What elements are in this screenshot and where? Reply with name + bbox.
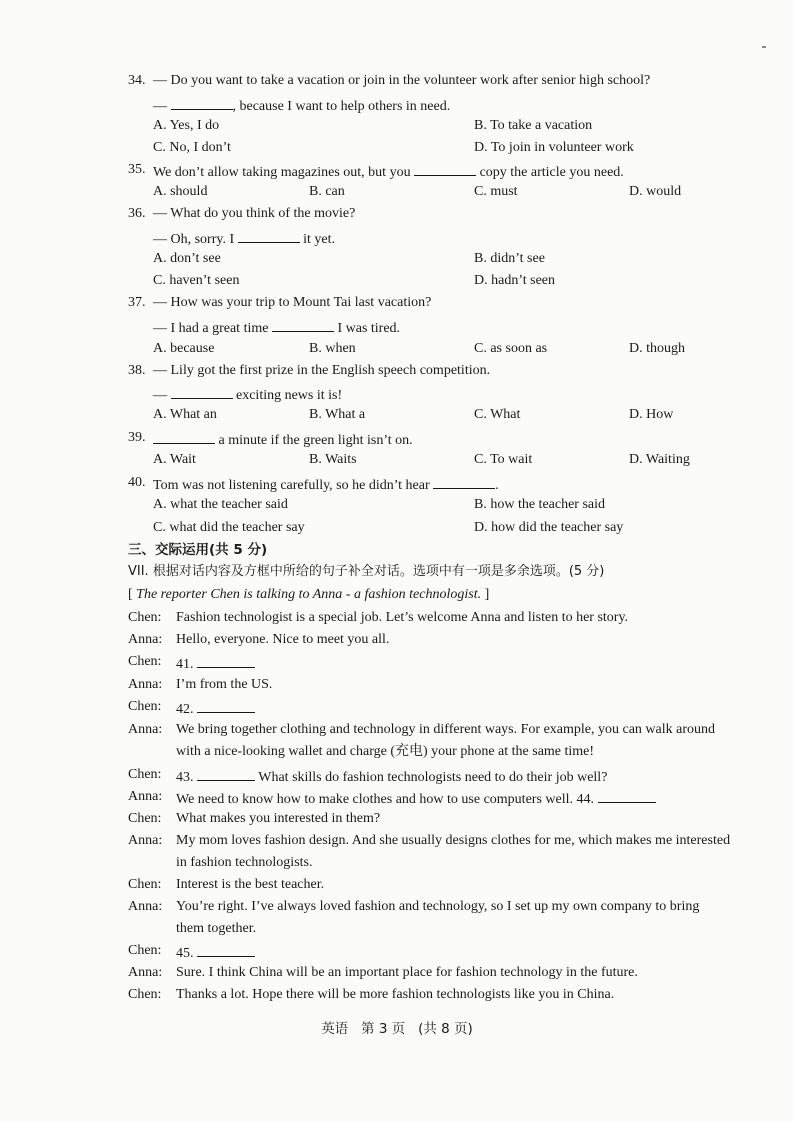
section3-heading: 三、交际运用(共 5 分) <box>128 542 268 558</box>
q34-option-a[interactable]: A. Yes, I do <box>153 118 220 133</box>
q35-option-c[interactable]: C. must <box>474 184 518 199</box>
q40-option-d[interactable]: D. how did the teacher say <box>474 520 624 535</box>
dialogue-text-continued: them together. <box>176 921 257 936</box>
q37-number: 37. <box>128 295 146 310</box>
q39-stem-post: a minute if the green light isn’t on. <box>218 433 413 448</box>
q35-stem-pre: We don’t allow taking magazines out, but you <box>153 165 411 180</box>
q37-option-b[interactable]: B. when <box>309 341 356 356</box>
q38-option-c[interactable]: C. What <box>474 407 521 422</box>
q40-number: 40. <box>128 475 146 490</box>
dialogue-text: Interest is the best teacher. <box>176 877 325 892</box>
scene-bracket-close: ] <box>484 587 490 602</box>
speaker: Chen: <box>128 610 162 625</box>
speaker: Anna: <box>128 899 163 914</box>
q38-option-b[interactable]: B. What a <box>309 407 366 422</box>
dialogue-text: Sure. I think China will be an important place for fashion technology in the future. <box>176 965 638 980</box>
q37-option-a[interactable]: A. because <box>153 341 215 356</box>
speaker: Chen: <box>128 699 162 714</box>
q38-dash: — <box>153 388 167 403</box>
q36-stem-b-post: it yet. <box>303 232 336 247</box>
q34-option-b[interactable]: B. To take a vacation <box>474 118 593 133</box>
scene-description: The reporter Chen is talking to Anna - a fashion technologist. <box>136 587 482 602</box>
dialogue-text: You’re right. I’ve always loved fashion and technology, so I set up my own company to bring <box>176 899 700 914</box>
q39-option-a[interactable]: A. Wait <box>153 452 196 467</box>
speaker: Chen: <box>128 811 162 826</box>
q35-stem-post: copy the article you need. <box>479 165 624 180</box>
q40-answer-blank[interactable] <box>433 474 495 489</box>
q36-stem-b-pre: — Oh, sorry. I <box>153 232 235 247</box>
dialogue-text: Fashion technologist is a special job. Let’s welcome Anna and listen to her story. <box>176 610 629 625</box>
q40-option-b[interactable]: B. how the teacher said <box>474 497 606 512</box>
blank-43[interactable] <box>197 766 255 781</box>
q36-answer-blank[interactable] <box>238 228 300 243</box>
q37-stem-a: — How was your trip to Mount Tai last vacation? <box>153 295 432 310</box>
speaker: Chen: <box>128 767 162 782</box>
q34-number: 34. <box>128 73 146 88</box>
q34-dash: — <box>153 99 167 114</box>
q36-option-c[interactable]: C. haven’t seen <box>153 273 240 288</box>
q36-option-d[interactable]: D. hadn’t seen <box>474 273 555 288</box>
q39-option-d[interactable]: D. Waiting <box>629 452 690 467</box>
q40-option-a[interactable]: A. what the teacher said <box>153 497 288 512</box>
q35-option-b[interactable]: B. can <box>309 184 345 199</box>
blank-44[interactable] <box>598 788 656 803</box>
q36-number: 36. <box>128 206 146 221</box>
q35-number: 35. <box>128 162 146 177</box>
q35-answer-blank[interactable] <box>414 161 476 176</box>
q39-number: 39. <box>128 430 146 445</box>
blank-number-45: 45. <box>176 946 194 961</box>
q39-answer-blank[interactable] <box>153 429 215 444</box>
dialogue-text: My mom loves fashion design. And she usually designs clothes for me, which makes me interested <box>176 833 731 848</box>
q34-stem-b: , because I want to help others in need. <box>232 99 451 114</box>
dialogue-text-continued: in fashion technologists. <box>176 855 313 870</box>
q34-option-d[interactable]: D. To join in volunteer work <box>474 140 634 155</box>
q38-stem-b-post: exciting news it is! <box>236 388 343 403</box>
q40-stem-post: . <box>495 478 499 493</box>
dialogue-text: I’m from the US. <box>176 677 273 692</box>
q35-option-a[interactable]: A. should <box>153 184 208 199</box>
blank-45[interactable] <box>197 942 255 957</box>
blank-41[interactable] <box>197 653 255 668</box>
q37-option-c[interactable]: C. as soon as <box>474 341 548 356</box>
speaker: Chen: <box>128 654 162 669</box>
q37-answer-blank[interactable] <box>272 317 334 332</box>
dialogue-text: Hello, everyone. Nice to meet you all. <box>176 632 390 647</box>
q38-option-a[interactable]: A. What an <box>153 407 217 422</box>
q35-option-d[interactable]: D. would <box>629 184 682 199</box>
q40-stem-pre: Tom was not listening carefully, so he didn’t hear <box>153 478 430 493</box>
speaker: Chen: <box>128 987 162 1002</box>
speaker: Anna: <box>128 677 163 692</box>
scene-bracket-open: [ <box>128 587 133 602</box>
q37-stem-b-pre: — I had a great time <box>153 321 269 336</box>
dialogue-text: What makes you interested in them? <box>176 811 381 826</box>
speaker: Anna: <box>128 722 163 737</box>
dialogue-text: What skills do fashion technologists need to do their job well? <box>258 770 608 785</box>
speaker: Chen: <box>128 877 162 892</box>
q34-answer-blank[interactable] <box>171 95 233 110</box>
speaker: Anna: <box>128 632 163 647</box>
q40-option-c[interactable]: C. what did the teacher say <box>153 520 305 535</box>
q37-stem-b-post: I was tired. <box>337 321 401 336</box>
blank-number-43: 43. <box>176 770 194 785</box>
speaker: Anna: <box>128 833 163 848</box>
blank-42[interactable] <box>197 698 255 713</box>
q38-option-d[interactable]: D. How <box>629 407 674 422</box>
q36-option-a[interactable]: A. don’t see <box>153 251 221 266</box>
dialogue-text: We bring together clothing and technology in different ways. For example, you can walk around <box>176 722 716 737</box>
page-number: 英语 第 3 页 (共 8 页) <box>321 1021 473 1037</box>
q37-option-d[interactable]: D. though <box>629 341 685 356</box>
page-footer <box>0 1020 794 1039</box>
q39-option-c[interactable]: C. To wait <box>474 452 533 467</box>
speaker: Chen: <box>128 943 162 958</box>
q39-option-b[interactable]: B. Waits <box>309 452 357 467</box>
speaker: Anna: <box>128 789 163 804</box>
q34-option-c[interactable]: C. No, I don’t <box>153 140 231 155</box>
section3-instruction: VII. 根据对话内容及方框中所给的句子补全对话。选项中有一项是多余选项。(5 分) <box>128 564 605 579</box>
q36-option-b[interactable]: B. didn’t see <box>474 251 545 266</box>
q38-answer-blank[interactable] <box>171 384 233 399</box>
q38-number: 38. <box>128 363 146 378</box>
speaker: Anna: <box>128 965 163 980</box>
blank-number-41: 41. <box>176 657 194 672</box>
dialogue-text: Thanks a lot. Hope there will be more fashion technologists like you in China. <box>176 987 615 1002</box>
dialogue-text: We need to know how to make clothes and how to use computers well. 44. <box>176 792 595 807</box>
blank-number-42: 42. <box>176 702 194 717</box>
q38-stem-a: — Lily got the first prize in the English speech competition. <box>153 363 491 378</box>
scan-mark <box>762 46 766 48</box>
q36-stem-a: — What do you think of the movie? <box>153 206 356 221</box>
q34-stem-a: — Do you want to take a vacation or join in the volunteer work after senior high school? <box>153 73 651 88</box>
dialogue-text-continued: with a nice-looking wallet and charge (充电) your phone at the same time! <box>176 744 595 759</box>
